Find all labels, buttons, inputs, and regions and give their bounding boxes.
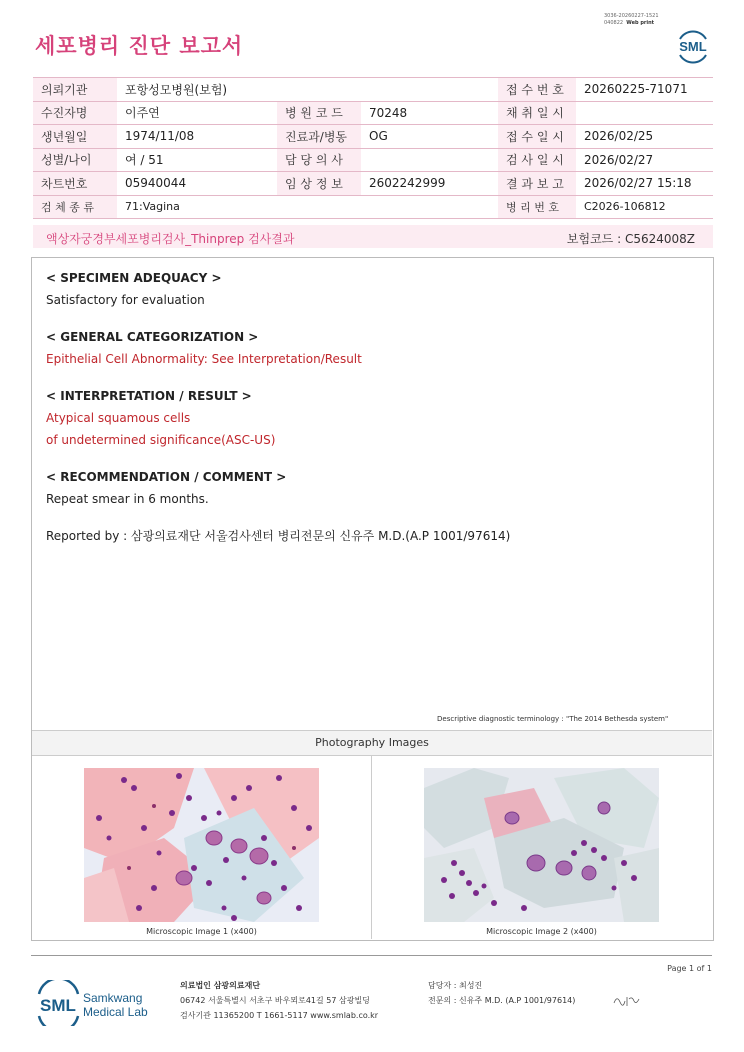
footer-pathologist: 전문의 : 신유주 M.D. (A.P 1001/97614)	[428, 996, 576, 1005]
image-2-caption: Microscopic Image 2 (x400)	[486, 927, 597, 936]
info-label: 병 리 번 호	[498, 195, 576, 219]
info-label: 생년월일	[33, 125, 117, 149]
info-label: 검 체 종 류	[33, 195, 117, 219]
info-label	[277, 78, 361, 102]
print-meta-id: 3036-20260227-1521	[604, 13, 659, 19]
info-row	[33, 172, 713, 196]
svg-text:SML: SML	[40, 996, 76, 1015]
footer-org-info	[180, 978, 378, 1023]
footer-org: 의료법인 삼광의료재단	[180, 981, 261, 990]
microscopic-image-1	[84, 768, 319, 922]
print-meta-line2: 040822 Web print	[604, 20, 655, 26]
info-label: 접 수 일 시	[498, 125, 576, 149]
footer-staff-info	[428, 978, 575, 1008]
info-label: 성별/나이	[33, 148, 117, 172]
info-value: 포항성모병원(보험)	[117, 78, 277, 102]
footer-divider	[31, 955, 712, 956]
svg-text:SML: SML	[679, 39, 707, 54]
info-value: 여 / 51	[117, 148, 277, 172]
footer-contact: 검사기관 11365200 T 1661-5117 www.smlab.co.kr	[180, 1011, 379, 1020]
info-label: 차트번호	[33, 172, 117, 196]
terminology-note: Descriptive diagnostic terminology : "The 2014 Bethesda system"	[437, 715, 669, 723]
info-value	[361, 195, 498, 219]
sml-logo-icon	[674, 26, 712, 64]
info-label: 수진자명	[33, 101, 117, 125]
adequacy-text: Satisfactory for evaluation	[46, 293, 205, 307]
info-row	[33, 125, 713, 149]
report-title: 세포병리 진단 보고서	[35, 34, 244, 58]
info-value: 이주연	[117, 101, 277, 125]
info-label: 임 상 정 보	[277, 172, 361, 196]
info-value: OG	[361, 125, 498, 149]
footer-address: 06742 서울특별시 서초구 바우뫼로41길 57 삼광빌딩	[180, 996, 370, 1005]
info-label: 채 취 일 시	[498, 101, 576, 125]
info-label: 병 원 코 드	[277, 101, 361, 125]
footer-staff: 담당자 : 최성진	[428, 981, 483, 990]
recommendation-text: Repeat smear in 6 months.	[46, 492, 209, 506]
test-name: 액상자궁경부세포병리검사_Thinprep 검사결과	[46, 232, 295, 246]
info-value	[576, 101, 713, 125]
interpretation-line2: of undetermined significance(ASC-US)	[46, 433, 276, 447]
category-text: Epithelial Cell Abnormality: See Interpretation/Result	[46, 352, 362, 366]
info-value	[361, 78, 498, 102]
info-row	[33, 148, 713, 172]
info-label: 의뢰기관	[33, 78, 117, 102]
page-number: Page 1 of 1	[667, 964, 712, 973]
info-value: C2026-106812	[576, 195, 713, 219]
photo-divider	[371, 755, 372, 939]
info-value: 71:Vagina	[117, 195, 277, 219]
recommendation-heading: < RECOMMENDATION / COMMENT >	[46, 470, 287, 484]
footer-logo	[36, 980, 156, 1026]
insurance-code: 보험코드 : C5624008Z	[566, 232, 695, 246]
info-label: 검 사 일 시	[498, 148, 576, 172]
info-value: 20260225-71071	[576, 78, 713, 102]
info-label: 접 수 번 호	[498, 78, 576, 102]
patient-info-table	[33, 77, 713, 219]
info-label	[277, 195, 361, 219]
adequacy-heading: < SPECIMEN ADEQUACY >	[46, 271, 222, 285]
info-value: 2026/02/25	[576, 125, 713, 149]
photography-heading: Photography Images	[32, 730, 712, 756]
info-value: 70248	[361, 101, 498, 125]
info-label: 진료과/병동	[277, 125, 361, 149]
microscopic-image-2	[424, 768, 659, 922]
info-value: 2026/02/27	[576, 148, 713, 172]
info-label: 담 당 의 사	[277, 148, 361, 172]
info-row	[33, 101, 713, 125]
info-value: 2602242999	[361, 172, 498, 196]
print-meta	[604, 13, 684, 27]
info-value: 1974/11/08	[117, 125, 277, 149]
info-value	[361, 148, 498, 172]
pathologist-signature	[612, 993, 642, 1009]
svg-text:Samkwang: Samkwang	[83, 991, 143, 1005]
info-value: 05940044	[117, 172, 277, 196]
info-value: 2026/02/27 15:18	[576, 172, 713, 196]
svg-text:Medical Lab: Medical Lab	[83, 1005, 148, 1019]
info-label: 결 과 보 고	[498, 172, 576, 196]
interpretation-heading: < INTERPRETATION / RESULT >	[46, 389, 252, 403]
info-row	[33, 195, 713, 219]
image-1-caption: Microscopic Image 1 (x400)	[146, 927, 257, 936]
info-row	[33, 78, 713, 102]
interpretation-line1: Atypical squamous cells	[46, 411, 191, 425]
category-heading: < GENERAL CATEGORIZATION >	[46, 330, 259, 344]
reported-by: Reported by : 삼광의료재단 서울검사센터 병리전문의 신유주 M.D.(A.P 1001/97614)	[46, 529, 511, 543]
